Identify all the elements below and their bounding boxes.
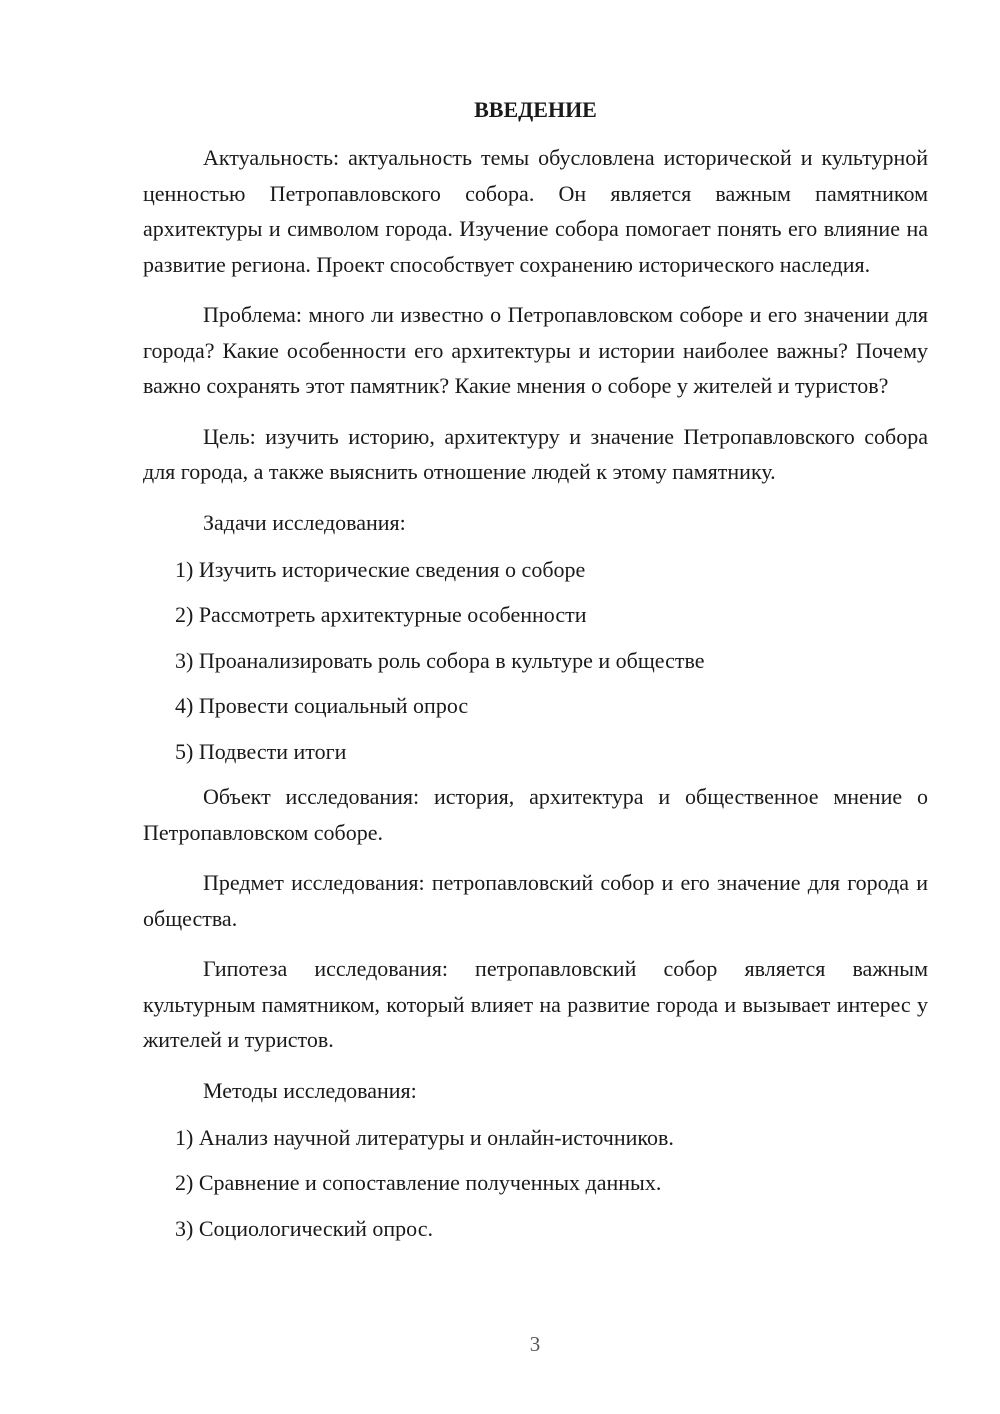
list-item: 1) Анализ научной литературы и онлайн-источников. — [175, 1124, 674, 1150]
object-paragraph: Объект исследования: история, архитектура и общественное мнение о Петропавловском соборе. — [143, 784, 928, 845]
page-number: 3 — [529, 1332, 541, 1356]
tasks-list — [143, 552, 928, 780]
list-item: 1) Изучить исторические сведения о соборе — [175, 556, 586, 582]
list-item: 3) Проанализировать роль собора в культуре и обществе — [175, 647, 705, 673]
section-title: ВВЕДЕНИЕ — [474, 97, 597, 122]
document-page — [143, 92, 928, 1256]
methods-heading: Методы исследования: — [203, 1077, 417, 1103]
list-item: 4) Провести социальный опрос — [175, 693, 469, 718]
list-item: 2) Сравнение и сопоставление полученных данных. — [175, 1170, 662, 1195]
tasks-heading: Задачи исследования: — [203, 509, 406, 535]
goal-paragraph: Цель: изучить историю, архитектуру и значение Петропавловского собора для города, а также выяснить отношение людей к этому памятнику. — [143, 423, 928, 484]
subject-paragraph: Предмет исследования: петропавловский собор и его значение для города и общества. — [143, 870, 928, 931]
list-item: 3) Социологический опрос. — [175, 1215, 433, 1241]
methods-list — [143, 1120, 928, 1257]
list-item: 2) Рассмотреть архитектурные особенности — [175, 602, 587, 627]
relevance-paragraph: Актуальность: актуальность темы обусловлена исторической и культурной ценностью Петропавловского собора. Он является важным памятником архитектуры и символом города. Изучение собора помогает понять его влияние на развитие региона. Проект способствует сохранению исторического наследия. — [143, 145, 928, 277]
hypothesis-paragraph: Гипотеза исследования: петропавловский собор является важным культурным памятником, который влияет на развитие города и вызывает интерес у жителей и туристов. — [143, 956, 928, 1052]
list-item: 5) Подвести итоги — [175, 738, 347, 764]
problem-paragraph: Проблема: много ли известно о Петропавловском соборе и его значении для города? Какие особенности его архитектуры и истории наиболее важны? Почему важно сохранять этот памятник? Какие мнения о соборе у жителей и туристов? — [143, 302, 928, 398]
